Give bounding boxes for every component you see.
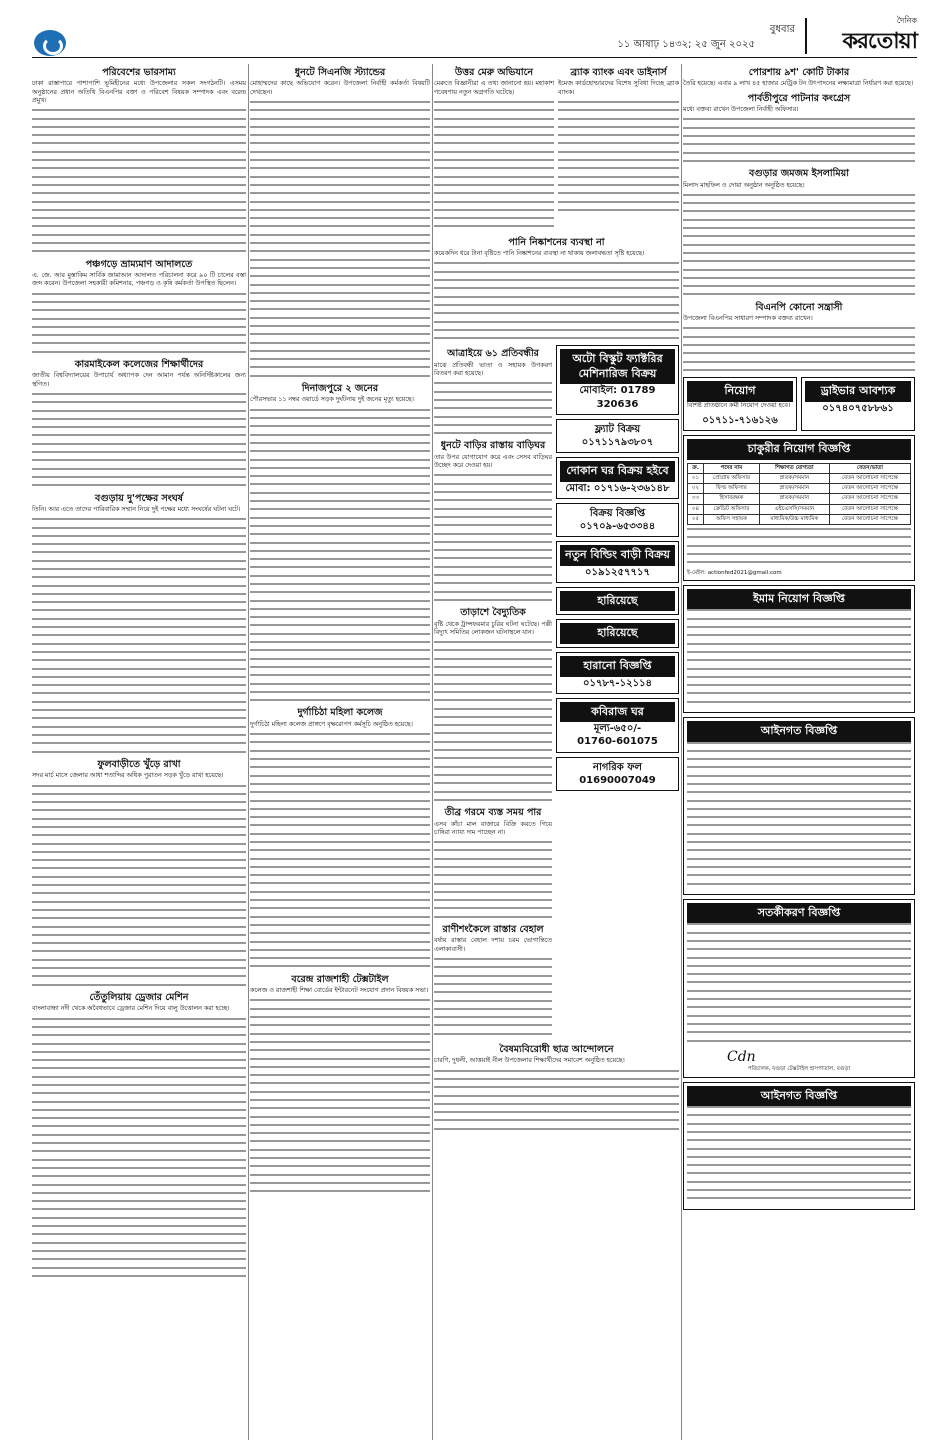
table-cell: ০১ (688, 473, 704, 483)
table-cell: বেতন আলোচনা সাপেক্ষে (829, 514, 910, 524)
ad-title: হারিয়েছে (560, 623, 675, 644)
table-cell: ০৩ (688, 494, 704, 504)
signature: Cdn (727, 1048, 756, 1065)
text-block (434, 841, 552, 918)
ad-title: নাগরিক ফল (592, 761, 643, 773)
ad-title: হারিয়েছে (560, 591, 675, 612)
article-text: এসব কাঁচা মাল বাজারে বিক্রি করতে গিয়ে চাষিরা ন্যায্য দাম পাচ্ছেন না। (434, 820, 552, 836)
article-text: তৈরি হয়েছে। এবার ৯ লাখ ৪৫ হাজার মেট্রিক টন উৎপাদনের লক্ষ্যমাত্রা নির্ধারণ করা হয়েছে। (683, 80, 914, 88)
ad-legal (683, 717, 915, 895)
table-row (688, 514, 911, 524)
text-block (434, 958, 552, 1035)
ad-email: ই-মেইল: actionfed2021@gmail.com (687, 569, 782, 576)
ad-title: নিয়োগ (687, 381, 793, 402)
column-3-top-left (434, 64, 554, 234)
text-block (32, 109, 246, 252)
table-cell: স্নাতক/সমমান (759, 473, 829, 483)
ad-lost-1 (556, 587, 679, 616)
ad-job (683, 435, 915, 581)
text-block (32, 518, 246, 752)
header-separator (805, 18, 807, 54)
text-block (687, 1106, 911, 1199)
ad-flat-sale (556, 419, 679, 453)
headline: উত্তর মেরু অভিযানে (454, 67, 534, 78)
ad-title: দোকান ঘর বিক্রয় হইবে (560, 461, 675, 482)
ad-title: অটো বিস্কুট ফ্যাক্টরির মেশিনারিজ বিক্রয় (560, 349, 675, 384)
article-text: বর্ষায় রাস্তার বেহাল দশায় চরম ভোগান্তিতে এলাকাবাসী। (434, 937, 552, 953)
table-cell: ক্র. (688, 463, 704, 473)
text-block (32, 1018, 246, 1277)
ad-title: সতর্কীকরণ বিজ্ঞপ্তি (687, 903, 911, 924)
ad-title: ড্রাইভার আবশ্যক (805, 381, 911, 402)
table-cell: ০৪ (688, 504, 704, 514)
article-text: মেরুতে বিজ্ঞানীরা এ তথ্য জানানো হয়। মহাকাশ গবেষণায় নতুন অগ্রগতি ঘটেছে। (434, 80, 554, 96)
column-1 (32, 64, 246, 1440)
text-block (434, 101, 554, 227)
ads-row (683, 377, 915, 435)
ad-phone: 01690007049 (579, 774, 656, 786)
ad-imam (683, 585, 915, 713)
headline: বগুড়ায় দু'পক্ষের সংঘর্ষ (94, 492, 184, 504)
article-text: তার উপর যোগাযোগ করে এবং সেসব বাড়িঘর উচ্ছেদ করে দেওয়া হয়। (434, 453, 552, 470)
text-block (434, 474, 552, 600)
text-block (687, 609, 911, 702)
article-text: চারণি, দুধলী, আত্তয়াই নীল উপজেলার শিক্ষার্থীদের সমাবেশ অনুষ্ঠিত হয়েছে। (434, 1057, 625, 1065)
article-text: মাঝে প্রতিবন্ধী ভাতা ও সহায়ক উপকরণ বিতরণ করা হয়েছে। (434, 361, 552, 378)
text-block (32, 293, 246, 353)
ad-shop-sale (556, 457, 679, 499)
header-rule (32, 57, 917, 58)
column-2 (250, 64, 430, 1440)
article-text: তিনি। আর এতে তাদের পারিবারিক সম্মান নিয়ে দুই পক্ষের মধ্যে সংঘর্ষের ঘটনা ঘটে। (32, 505, 241, 513)
article-text: উপজেলা বিএনপির সাধারণ সম্পাদক বক্তব্য রাখেন। (683, 315, 813, 323)
column-divider (432, 64, 433, 1440)
table-cell: বেতন আলোচনা সাপেক্ষে (829, 494, 910, 504)
headline: ধুনটে সিএনজি স্ট্যান্ডের (294, 67, 386, 78)
headline: পানি নিষ্কাশনের ব্যবস্থা না (508, 236, 605, 248)
text-block (683, 194, 915, 296)
text-block (687, 923, 911, 1041)
column-divider (248, 64, 249, 1440)
article-text: দুর্গাচিঠা মহিলা কলেজ প্রাঙ্গণে বৃক্ষরোপণ কর্মসূচি অনুষ্ঠিত হয়েছে। (250, 720, 413, 728)
issue-date: ১১ আষাঢ় ১৪৩২; ২৫ জুন ২০২৫ (617, 39, 755, 50)
article-text: মিলাদ মাহফিল ও দোয়া অনুষ্ঠান অনুষ্ঠিত হয়েছে। (683, 181, 805, 189)
table-cell: স্নাতক/সমমান (759, 484, 829, 494)
table-cell: হিসাবরক্ষক (704, 494, 760, 504)
text-block (250, 733, 430, 967)
ad-title: হারানো বিজ্ঞপ্তি (560, 656, 675, 677)
ad-warning (683, 899, 915, 1078)
ad-title: চাকুরীর নিয়োগ বিজ্ঞপ্তি (687, 439, 911, 460)
table-cell: বেতন আলোচনা সাপেক্ষে (829, 504, 910, 514)
ad-niyog (683, 377, 797, 431)
text-block (250, 101, 430, 377)
text-block (434, 262, 679, 339)
headline: বৈষম্যবিরোধী ছাত্র আন্দোলনে (499, 1044, 614, 1056)
column-3-top-right (558, 64, 679, 234)
table-cell: বেতন আলোচনা সাপেক্ষে (829, 484, 910, 494)
headline: ফুলবাড়ীতে খুঁড়ে রাখা (97, 758, 181, 770)
text-block (434, 382, 552, 434)
headline: পঞ্চগড়ে ভ্রাম্যমাণ আদালতে (85, 258, 193, 270)
column-3-top (434, 64, 679, 234)
column-4 (683, 64, 915, 1440)
headline: পোরশায় ৯শ' কোটি টাকার (748, 67, 850, 78)
classified-right (556, 345, 679, 1041)
text-block (434, 641, 552, 801)
table-cell: মাধ্যমিক/উচ্চ মাধ্যমিক (759, 514, 829, 524)
headline: দিনাজপুরে ২ জনের (301, 383, 379, 395)
headline: আত্রাইয়ে ৬১ প্রতিবন্ধীর (447, 348, 539, 360)
ad-auto-sale (556, 345, 679, 414)
classified-left (434, 345, 552, 1041)
ad-price: মূল্য-৬৫০/- (593, 723, 642, 735)
classified-ads (434, 345, 679, 1041)
table-row (688, 494, 911, 504)
article-text: মধ্যে বক্তব্য রাখেন উপজেলা নির্বাহী অফিসার। (683, 106, 799, 114)
text-block (683, 327, 915, 370)
headline: ধুনটে বাড়ির রাস্তায় বাড়িঘর (440, 440, 546, 452)
article-text: কয়েকদিন ধরে টানা বৃষ্টিতে পানি নিষ্কাশনের ব্যবস্থা না থাকায় জলাবদ্ধতা সৃষ্টি হয়েছে। (434, 250, 645, 258)
table-cell: ০২ (688, 484, 704, 494)
headline: কারমাইকেল কলেজের শিক্ষার্থীদের (74, 358, 204, 370)
article-text: সদর মার্চ মাসে জেলার আধা শতাব্দির অধিক পুরাতন সড়ক খুঁড়ে রাখা হয়েছে। (32, 772, 224, 780)
table-row (688, 484, 911, 494)
headline: তীব্র গরমে ব্যস্ত সময় পার (444, 807, 542, 819)
job-table (687, 463, 911, 526)
table-cell: বেতন আলোচনা সাপেক্ষে (829, 473, 910, 483)
ad-title: নতুন বিল্ডিং বাড়ী বিক্রয় (560, 545, 675, 566)
headline: রাণীশংকৈলে রাস্তার বেহাল (442, 924, 544, 936)
article-text: জাতীয় বিশ্ববিদ্যালয়ের উপাচার্য অধ্যাপক দেন আমান পর্যন্ত অনির্দিষ্টকালের জন্য স্থগিত। (32, 372, 246, 388)
text-block (683, 118, 915, 161)
text-block (687, 528, 911, 563)
ad-footer: পরিচালক, বগুড়া টেক্সটাইল হাসপাতাল, বগুড়া (747, 1066, 851, 1073)
ad-phone: ০১৭০৯-৬৫৩৩৪৪ (579, 521, 656, 533)
table-cell: ০৫ (688, 514, 704, 524)
ad-title: আইনগত বিজ্ঞপ্তি (687, 1086, 911, 1107)
ad-phone: মোবা: ০১৭১৬-২৩৬১৪৮ (565, 482, 670, 494)
ad-lost-2 (556, 619, 679, 648)
text-block (32, 785, 246, 986)
article-text: এ. জে. আর মুস্তাকিম সার্বিক জামাআন আদালত পরিচালনা করে ৯০ টি চালের বস্তা জব্দ করেন। উপজেলা সহকারী কমিশনার, পঞ্চগড় ও কৃষি কর্মকর্তা উপস্থিত ছিলেন। (32, 272, 246, 288)
text-block (434, 1070, 679, 1130)
weekday: বুধবার (769, 24, 795, 35)
ad-title: আইনগত বিজ্ঞপ্তি (687, 721, 911, 742)
headline: তাড়াশে বৈদ্যুতিক (460, 607, 526, 619)
column-divider (681, 64, 682, 1440)
ad-phone: ০১৭১১৭৯৩৮০৭ (581, 436, 654, 448)
brand-name: করতোয়া (842, 27, 917, 54)
ad-phone: ০১৭৮৭-১২১১৪ (582, 677, 653, 689)
ad-phone: ০১৯১২৫৭৭১৭ (585, 566, 650, 578)
ad-title: বিক্রয় বিজ্ঞপ্তি (589, 507, 646, 519)
table-row (688, 473, 911, 483)
ad-lost-3 (556, 652, 679, 694)
ad-bikroy (556, 503, 679, 537)
table-cell: অফিস সহায়ক (704, 514, 760, 524)
ad-title: ফ্ল্যাট বিক্রয় (594, 423, 641, 435)
article-text: ঢাকা রাস্তাপারে পাশাপাশি ভূমিহীনের মধ্যে উপজেলার সকল সংগঠনটি। এসময় অনুষ্ঠানের প্রধান অতিথি বিএনপির বক্তা ও পরিবেশ বিষয়ক সম্পাদক এবং বরেন্দ্র প্রমুখ। (32, 80, 246, 104)
headline: দুর্গাচিঠা মহিলা কলেজ (297, 707, 383, 719)
column-3 (434, 64, 679, 1440)
table-cell: পদের নাম (704, 463, 760, 473)
text-block (250, 409, 430, 701)
headline: বরেন্দ্র রাজশাহী টেক্সটাইল (291, 973, 389, 985)
ad-phone: ০১৭৪০৭৫৮৮৬১ (822, 402, 894, 414)
ad-driver (801, 377, 915, 431)
headline: বগুড়ার জমজম ইসলামিয়া (748, 168, 850, 180)
headline: পরিবেশের ভারসাম্য (102, 67, 176, 78)
ad-building (556, 541, 679, 583)
ad-phone: 01760-601075 (577, 736, 658, 748)
ad-title: কবিরাজ ঘর (560, 702, 675, 723)
text-block (558, 101, 679, 211)
ad-phone: ০১৭১১-৭১৬১২৬ (702, 414, 778, 426)
table-cell: বেতন/ভাতা (829, 463, 910, 473)
brand-small: দৈনিক (896, 16, 917, 25)
ad-legal-2 (683, 1082, 915, 1210)
table-cell: ক্রেডিট অফিসার (704, 504, 760, 514)
table-cell: ফিল্ড অফিসার (704, 484, 760, 494)
newspaper-logo-icon (34, 30, 66, 56)
headline: পার্বতীপুরে পাটনার কংগ্রেস (747, 92, 851, 104)
text-block (32, 393, 246, 486)
text-block (250, 999, 430, 1192)
table-row (688, 504, 911, 514)
ad-nagorik (556, 757, 679, 791)
headline: ব্র্যাক ব্যাংক এবং ডাইনার্স (570, 67, 667, 78)
article-text: পৌরসভার ১১ নম্বর ওয়ার্ডে সড়ক দুর্ঘটনায় দুই জনের মৃত্যু হয়েছে। (250, 396, 414, 404)
table-cell: শিক্ষাগত যোগ্যতা (759, 463, 829, 473)
headline: বিএনপি কোনো সন্ত্রাসী (755, 301, 843, 313)
ad-title: ইমাম নিয়োগ বিজ্ঞপ্তি (687, 589, 911, 610)
article-text: কলেজ ও রাজশাহী শিক্ষা বোর্ডের ইন্টারনেট সংযোগ প্রদান বিষয়ক সভা। (250, 987, 429, 995)
table-header-row (688, 463, 911, 473)
table-cell: স্নাতক/সমমান (759, 494, 829, 504)
table-cell: প্রোগ্রাম অফিসার (704, 473, 760, 483)
article-text: বৃষ্টি থেকে ট্রান্সফরমার চুরির ঘটনা ঘটেছে। পল্লী বিদ্যুৎ সমিতির লোকজন ঘটনাস্থলে যান। (434, 620, 552, 636)
ad-text: বিশিষ্ট প্রতিষ্ঠানে কর্মী নিয়োগ দেওয়া হবে। (687, 401, 791, 409)
table-cell: এইচএসসি/সমমান (759, 504, 829, 514)
article-text: ইমেজ কার্ডহোল্ডারদের বিশেষ সুবিধা দিচ্ছে ব্র্যাক ব্যাংক। (558, 80, 679, 96)
article-text: মোহাম্মদের কাছে অভিযোগ করেন। উপজেলা নির্বাহী কর্মকর্তা বিষয়টি দেখছেন। (250, 80, 430, 96)
text-block (687, 742, 911, 885)
brand (813, 16, 917, 56)
headline: তেঁতুলিয়ায় ড্রেজার মেশিন (89, 991, 189, 1003)
masthead (0, 0, 945, 58)
article-text: বাংলাবান্ধা নদী থেকে অবৈধভাবে ড্রেজার মেশিন দিয়ে বালু উত্তোলন করা হচ্ছে। (32, 1005, 230, 1013)
ad-phone: মোবাইল: 01789 320636 (579, 385, 656, 410)
ad-kabiraj (556, 698, 679, 753)
